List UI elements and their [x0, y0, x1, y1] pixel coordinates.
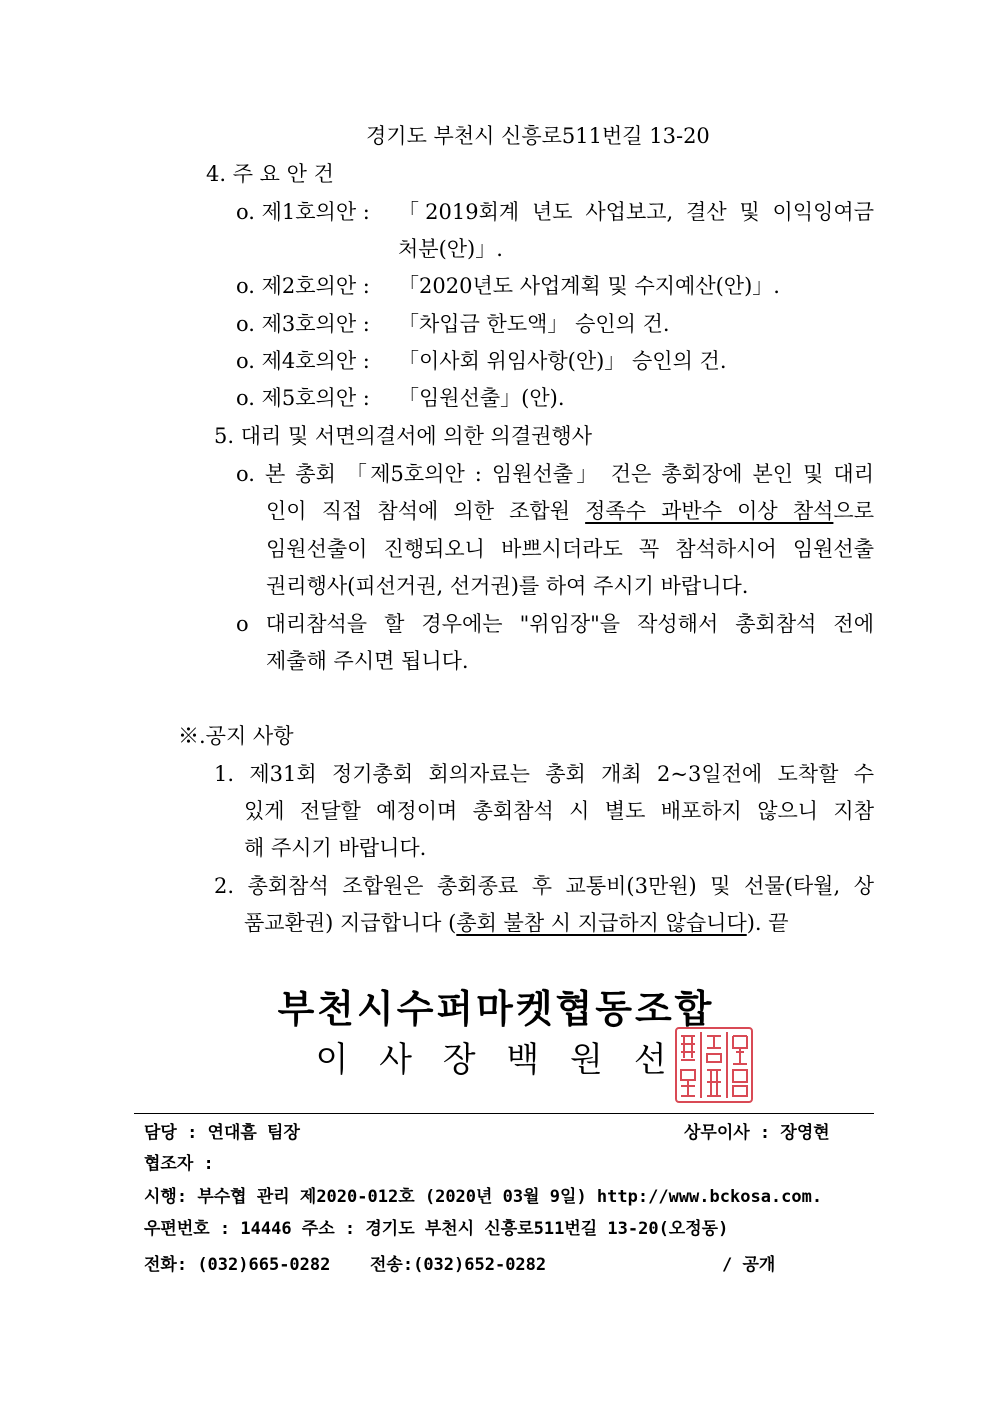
footer-manager: 담당 : 연대흠 팀장: [144, 1123, 300, 1143]
proxy-paragraph-1-line-4: 권리행사(피선거권, 선거권)를 하여 주시기 바랍니다.: [266, 574, 749, 598]
footer-enforcement: 시행: 부수협 관리 제2020-012호 (2020년 03월 9일) http://www.bckosa.com.: [144, 1187, 823, 1207]
agenda-item-5-text: 「임원선출」(안).: [398, 386, 565, 410]
notice-1-line-2: 있게 전달할 예정이며 총회참석 시 별도 배포하지 않으니 지참: [244, 799, 874, 823]
chairman-signature: 이 사 장 백 원 선: [315, 1040, 677, 1080]
agenda-item-2-label: o. 제2호의안 :: [236, 274, 370, 298]
footer-fax: 전송:(032)652-0282: [370, 1255, 547, 1275]
agenda-heading: 4. 주 요 안 건: [206, 162, 334, 186]
footer-divider: [134, 1113, 874, 1114]
footer-postal-address: 우편번호 : 14446 주소 : 경기도 부천시 신흥로511번길 13-20(오정동): [144, 1219, 729, 1239]
proxy-paragraph-1-line-3: 임원선출이 진행되오니 바쁘시더라도 꼭 참석하시어 임원선출: [266, 537, 874, 561]
organization-name: 부천시수퍼마켓협동조합: [277, 987, 715, 1031]
agenda-item-1-text-cont: 처분(안)」.: [398, 237, 503, 261]
proxy-heading: 5. 대리 및 서면의결서에 의한 의결권행사: [214, 424, 592, 448]
notice-2-line-1: 2. 총회참석 조합원은 총회종료 후 교통비(3만원) 및 선물(타월, 상: [214, 874, 874, 898]
footer-director: 상무이사 : 장영현: [684, 1123, 830, 1143]
agenda-item-4-label: o. 제4호의안 :: [236, 349, 370, 373]
agenda-item-1-label: o. 제1호의안 :: [236, 200, 370, 224]
proxy-paragraph-1-line-2: 인이 직접 참석에 의한 조합원 정족수 과반수 이상 참석으로: [266, 499, 874, 523]
footer-cooperator: 협조자 :: [144, 1154, 214, 1174]
notice-heading: ※.공지 사항: [178, 724, 294, 748]
proxy-paragraph-1-line-1: o. 본 총회 「제5호의안 : 임원선출」 건은 총회장에 본인 및 대리: [236, 462, 874, 486]
agenda-item-3-label: o. 제3호의안 :: [236, 312, 370, 336]
notice-1-line-3: 해 주시기 바랍니다.: [244, 836, 427, 860]
notice-2-line-2: 품교환권) 지급합니다 (총회 불참 시 지급하지 않습니다). 끝: [244, 911, 789, 935]
header-address: 경기도 부천시 신흥로511번길 13-20: [366, 124, 710, 148]
agenda-item-5-label: o. 제5호의안 :: [236, 386, 370, 410]
proxy-paragraph-2-line-1: o 대리참석을 할 경우에는 "위임장"을 작성해서 총회참석 전에: [236, 612, 874, 636]
quorum-underline-text: 정족수 과반수 이상 참석: [585, 499, 834, 523]
agenda-item-1-text: 「2019회계 년도 사업보고, 결산 및 이익잉여금: [398, 200, 874, 224]
non-attendance-underline-text: 총회 불참 시 지급하지 않습니다: [456, 911, 747, 935]
agenda-item-2-text: 「2020년도 사업계획 및 수지예산(안)」.: [398, 274, 780, 298]
footer-public-status: / 공개: [722, 1255, 776, 1275]
footer-phone: 전화: (032)665-0282: [144, 1255, 331, 1275]
official-seal-icon: [674, 1026, 754, 1104]
agenda-item-3-text: 「차입금 한도액」 승인의 건.: [398, 312, 670, 336]
notice-1-line-1: 1. 제31회 정기총회 회의자료는 총회 개최 2~3일전에 도착할 수: [214, 762, 874, 786]
proxy-paragraph-2-line-2: 제출해 주시면 됩니다.: [266, 649, 469, 673]
agenda-item-4-text: 「이사회 위임사항(안)」 승인의 건.: [398, 349, 727, 373]
